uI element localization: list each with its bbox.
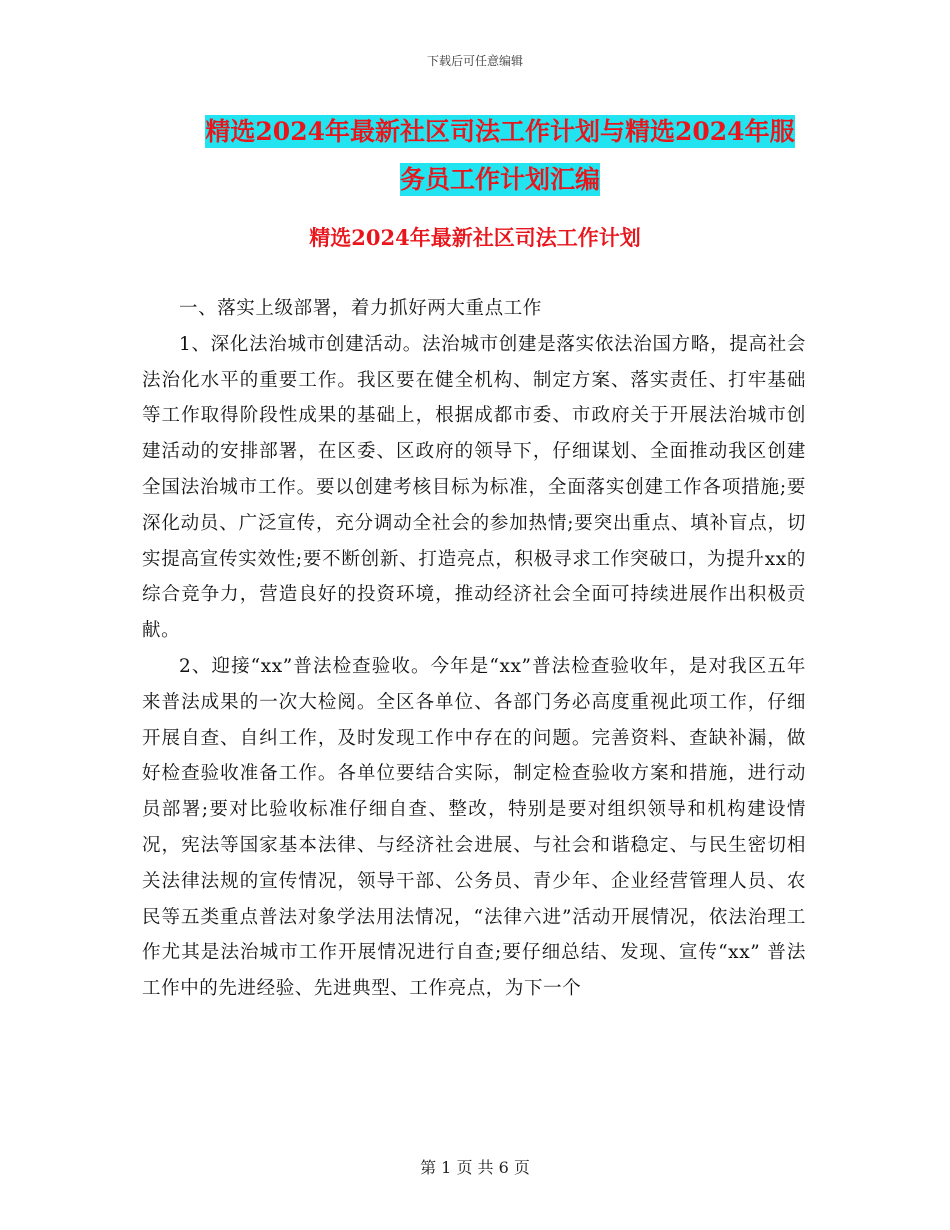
document-title-line-1: 精选2024年最新社区司法工作计划与精选2024年服 [205,117,795,146]
document-title-line-2: 务员工作计划汇编 [399,165,600,194]
paragraph-heading-1: 一、落实上级部署，着力抓好两大重点工作 [179,298,542,319]
document-title [190,108,810,204]
page-header-note: 下载后可任意编辑 [426,54,523,68]
paragraph-2: 2、迎接“xx”普法检查验收。今年是“xx”普法检查验收年，是对我区五年来普法成果的一次大检阅。全区各单位、各部门务必高度重视此项工作，仔细开展自查、自纠工作，及时发现工作中存在的问题。完善资料、查缺补漏，做好检查验收准备工作。各单位要结合实际，制定检查验收方案和措施，进行动员部署;要对比验收标准仔细自查、整改，特别是要对组织领导和机构建设情况，宪法等国家基本法律、与经济社会进展、与社会和谐稳定、与民生密切相关法律法规的宣传情况，领导干部、公务员、青少年、企业经营管理人员、农民等五类重点普法对象学法用法情况，“法律六进”活动开展情况，依法治理工作尤其是法治城市工作开展情况进行自查;要仔细总结、发现、宣传“xx” 普法工作中的先进经验、先进典型、工作亮点，为下一个 [142,655,806,1000]
paragraph-1: 1、深化法治城市创建活动。法治城市创建是落实依法治国方略，提高社会法治化水平的重要工作。我区要在健全机构、制定方案、落实责任、打牢基础等工作取得阶段性成果的基础上，根据成都市委、市政府关于开展法治城市创建活动的安排部署，在区委、区政府的领导下，仔细谋划、全面推动我区创建全国法治城市工作。要以创建考核目标为标准，全面落实创建工作各项措施;要深化动员、广泛宣传，充分调动全社会的参加热情;要突出重点、填补盲点，切实提高宣传实效性;要不断创新、打造亮点，积极寻求工作突破口，为提升xx的综合竞争力，营造良好的投资环境，推动经济社会全面可持续进展作出积极贡献。 [142,333,806,642]
page-number-footer: 第 1 页 共 6 页 [420,1158,530,1177]
section-title: 精选2024年最新社区司法工作计划 [309,225,641,250]
document-body [142,291,806,1007]
